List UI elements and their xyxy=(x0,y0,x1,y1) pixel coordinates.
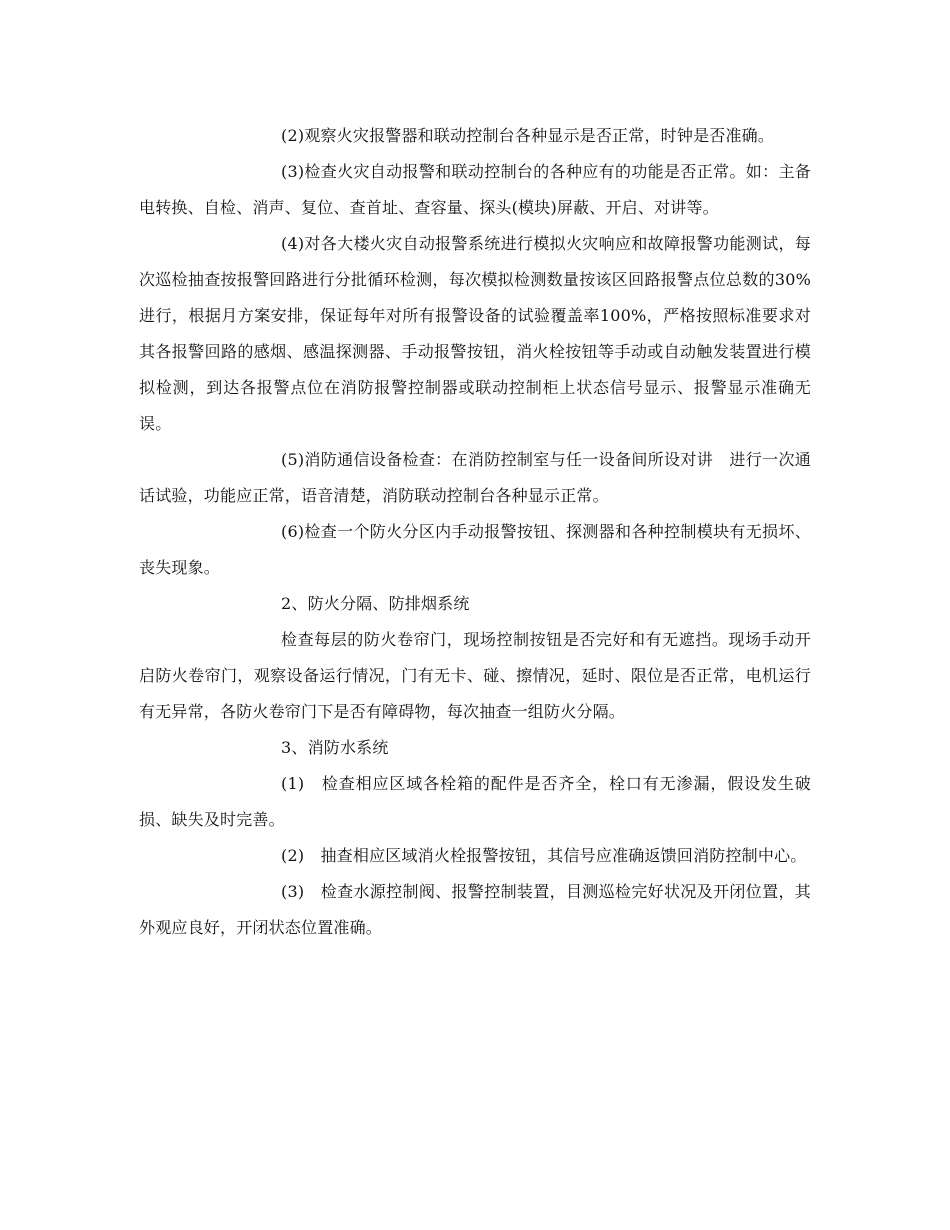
section-heading-fire-water-system: 3、消防水系统 xyxy=(281,738,389,757)
paragraph-hydrant-button-check: (2) 抽查相应区域消火栓报警按钮，其信号应准确返馈回消防控制中心。 xyxy=(281,846,807,865)
paragraph-simulated-fire-test: (4)对各大楼火灾自动报警系统进行模拟火灾响应和故障报警功能测试，每次巡检抽查按报警回路进行分批循环检测，每次模拟检测数量按该区回路报警点位总数的30%进行，根据月方案安排，保证每年对所有报警设备的试验覆盖率100%，严格按照标准要求对其各报警回路的感烟、感温探测器、手动报警按钮，消火栓按钮等手动或自动触发装置进行模拟检测，到达各报警点位在消防报警控制器或联动控制柜上状态信号显示、报警显示准确无误。 xyxy=(139,234,811,433)
paragraph-fire-alarm-display-check: (2)观察火灾报警器和联动控制台各种显示是否正常，时钟是否准确。 xyxy=(281,126,775,145)
paragraph-communication-check: (5)消防通信设备检查：在消防控制室与任一设备间所设对讲 进行一次通话试验，功能应正常，语音清楚，消防联动控制台各种显示正常。 xyxy=(139,450,811,505)
document-body xyxy=(139,118,811,946)
paragraph-water-valve-check: (3) 检查水源控制阀、报警控制装置，目测巡检完好状况及开闭位置，其外观应良好，开闭状态位置准确。 xyxy=(139,882,811,937)
section-heading-fire-separation: 2、防火分隔、防排烟系统 xyxy=(281,594,470,613)
paragraph-hydrant-box-check: (1) 检查相应区域各栓箱的配件是否齐全，栓口有无渗漏，假设发生破损、缺失及时完善。 xyxy=(139,774,811,829)
paragraph-fire-alarm-function-check: (3)检查火灾自动报警和联动控制台的各种应有的功能是否正常。如：主备电转换、自检、消声、复位、查首址、查容量、探头(模块)屏蔽、开启、对讲等。 xyxy=(139,162,811,217)
paragraph-fire-shutter-check: 检查每层的防火卷帘门，现场控制按钮是否完好和有无遮挡。现场手动开启防火卷帘门，观察设备运行情况，门有无卡、碰、擦情况，延时、限位是否正常，电机运行有无异常，各防火卷帘门下是否有障碍物，每次抽查一组防火分隔。 xyxy=(139,630,811,721)
paragraph-fire-zone-check: (6)检查一个防火分区内手动报警按钮、探测器和各种控制模块有无损坏、丧失现象。 xyxy=(139,522,811,577)
